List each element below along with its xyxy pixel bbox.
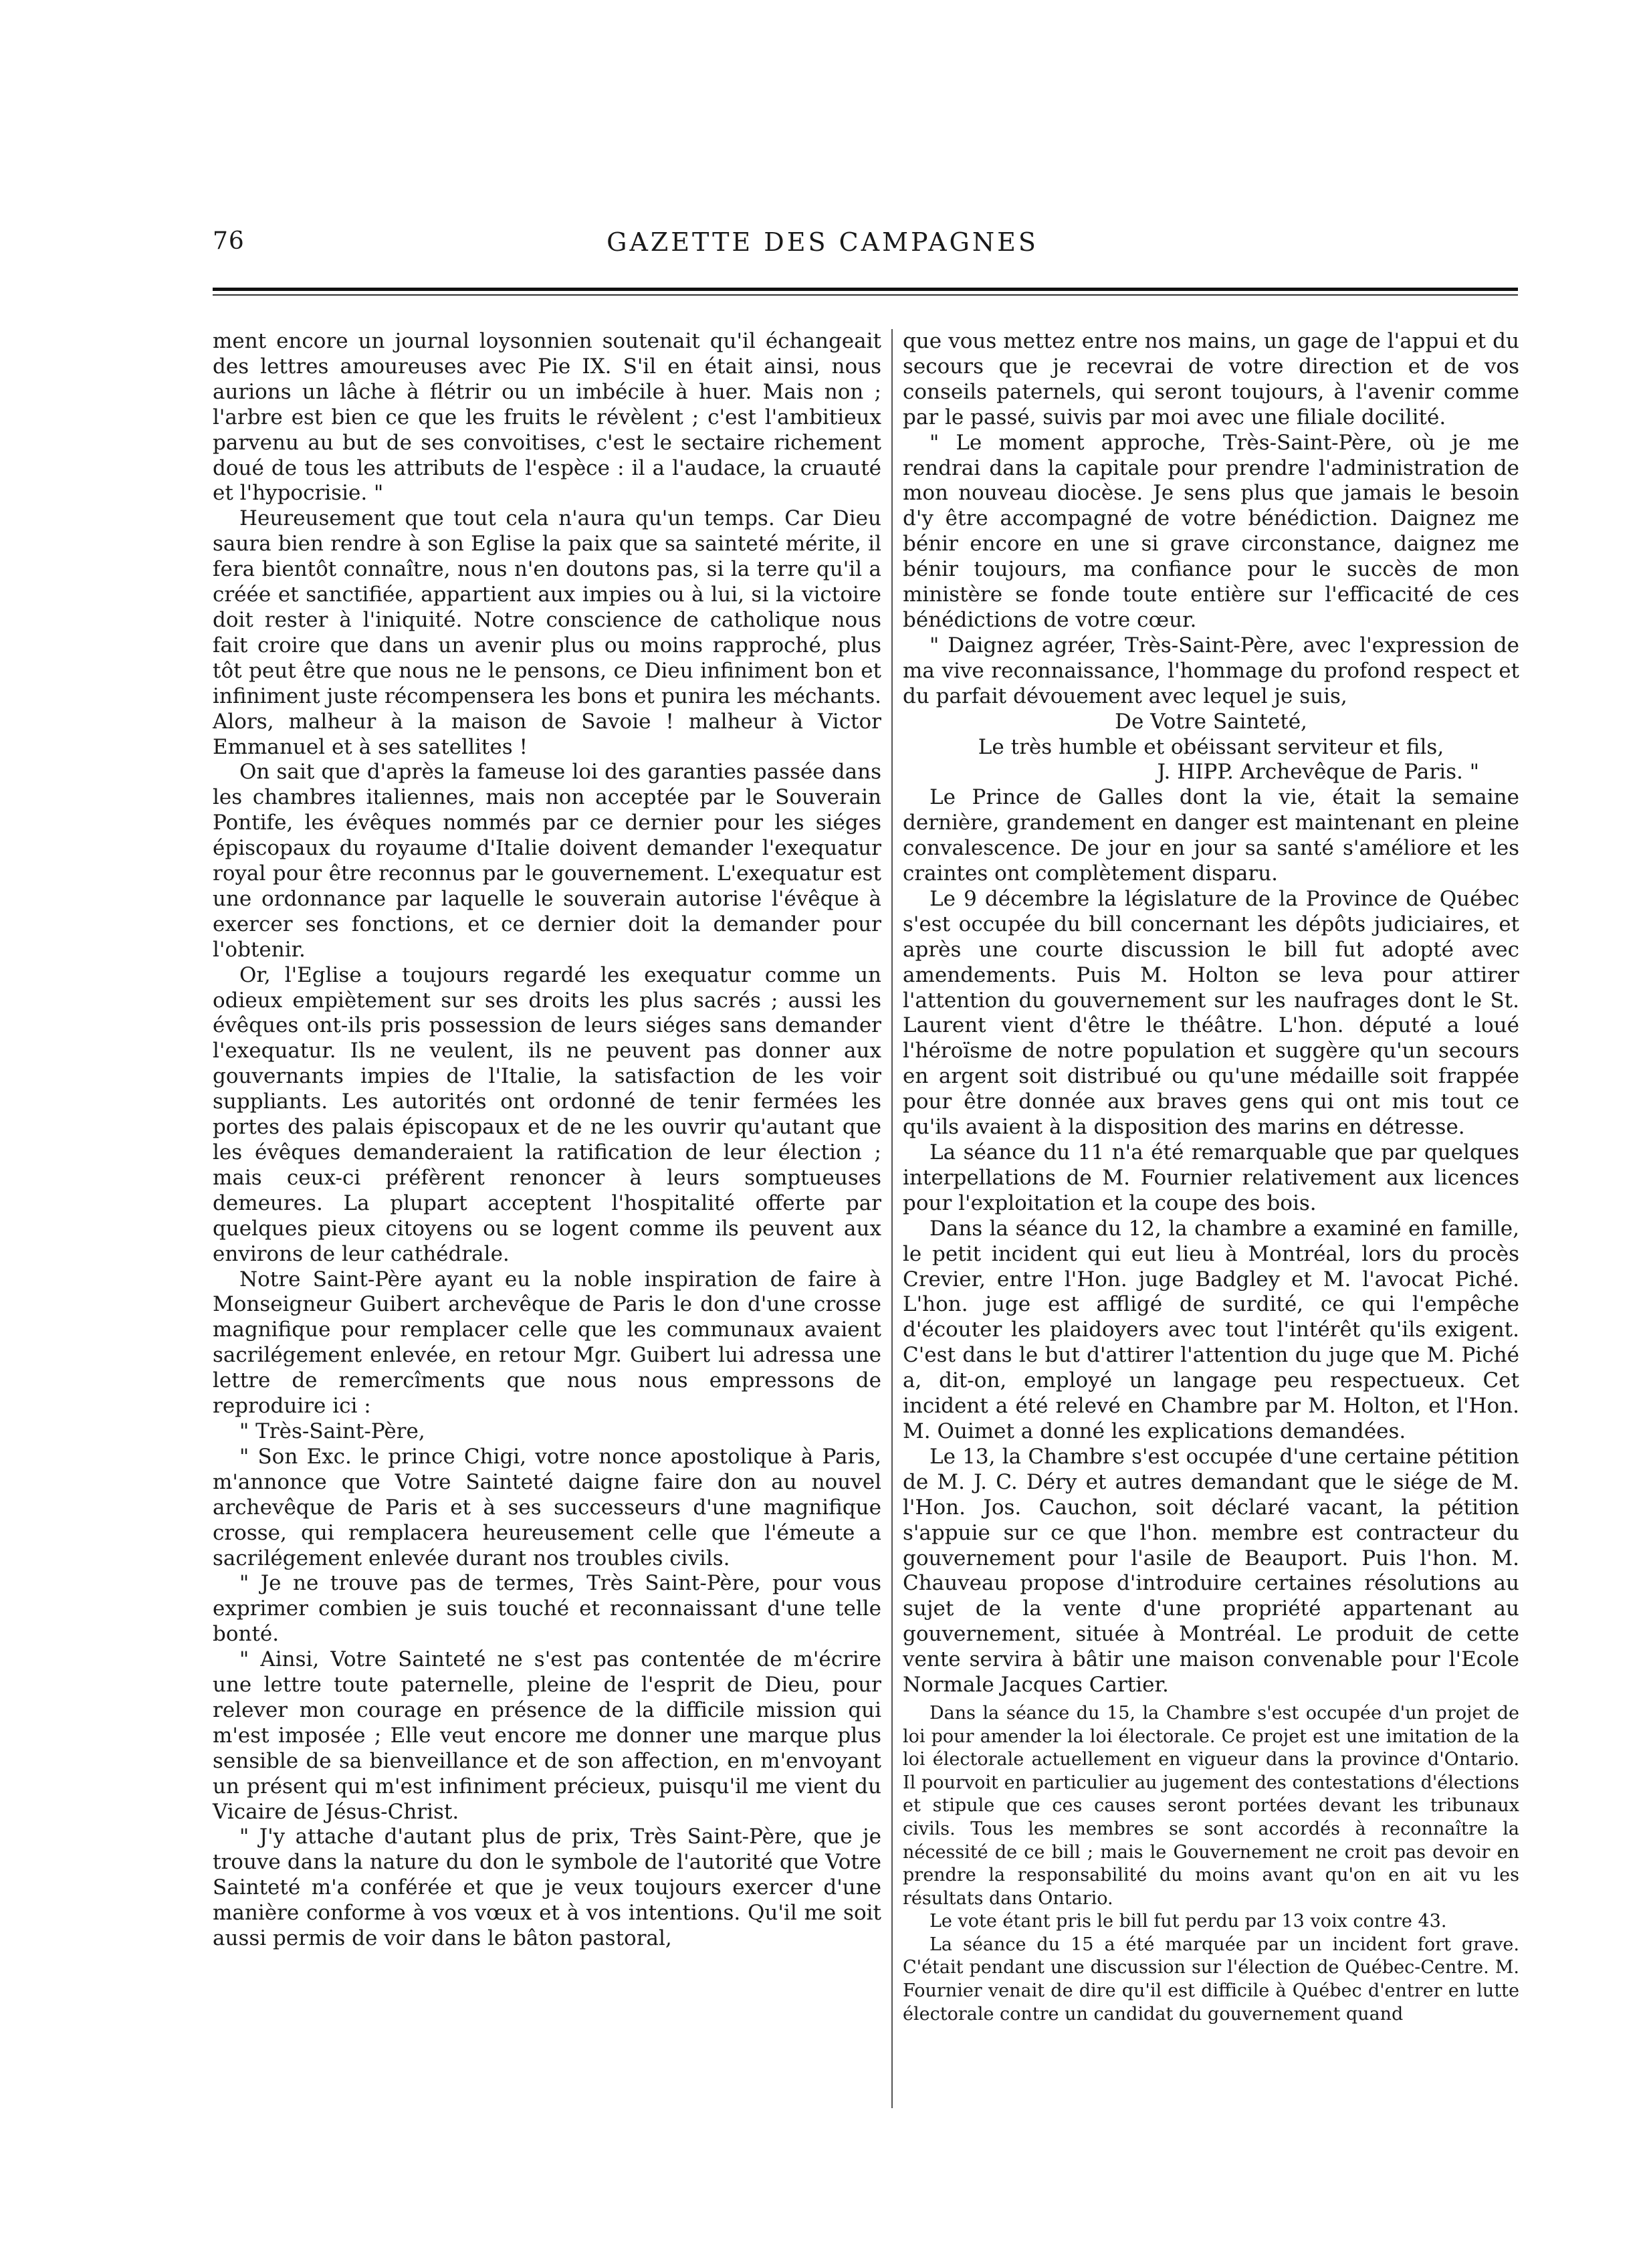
- paragraph: On sait que d'après la fameuse loi des garanties passée dans les chambres italiennes, mais non acceptée par le Souverain Pontife, les évêques nommés par ce dernier pour les siéges épiscopaux du royaume d'Italie doivent demander l'exequatur royal pour être reconnus par le gouvernement. L'exequatur est une ordonnance par laquelle le souverain autorise l'évêque à exercer ses fonctions, et ce dernier doit la demander pour l'obtenir.: [213, 760, 881, 962]
- page-number: 76: [213, 227, 245, 255]
- letter-closing: Le très humble et obéissant serviteur et fils,: [978, 734, 1444, 759]
- paragraph: Dans la séance du 12, la chambre a examiné en famille, le petit incident qui eut lieu à Montréal, lors du procès Crevier, entre l'Hon. juge Badgley et M. l'avocat Piché. L'hon. juge est affligé de surdité, ce qui l'empêche d'écouter les plaidoyers avec tout l'intérêt qu'ils exigent. C'est dans le but d'attirer l'attention du juge que M. Piché a, dit-on, employé un langage peu respectueux. Cet incident a été relevé en Chambre par M. Holton, et l'Hon. M. Ouimet a donné les explications demandées.: [903, 1216, 1519, 1443]
- right-column: [903, 329, 1519, 2026]
- letter-closing: De Votre Sainteté,: [1115, 709, 1307, 734]
- paragraph: " Daignez agréer, Très-Saint-Père, avec l'expression de ma vive reconnaissance, l'hommage du profond respect et du parfait dévouement avec lequel je suis,: [903, 633, 1519, 708]
- letter-salutation: " Très-Saint-Père,: [239, 1419, 425, 1443]
- header-rule-thin: [213, 294, 1518, 296]
- paragraph: Le 9 décembre la législature de la Province de Québec s'est occupée du bill concernant les dépôts judiciaires, et après une courte discussion le bill fut adopté avec amendements. Puis M. Holton se leva pour attirer l'attention du gouvernement sur les naufrages dont le St. Laurent vient d'être le théâtre. L'hon. député a loué l'héroïsme de notre population et suggère qu'un secours en argent soit distribué ou qu'une médaille soit frappée pour être donnée aux braves gens qui ont mis tout ce qu'ils avaient à la disposition des marins en détresse.: [903, 886, 1519, 1140]
- column-divider: [891, 329, 893, 2108]
- paragraph: La séance du 11 n'a été remarquable que par quelques interpellations de M. Fournier relativement aux licences pour l'exploitation et la coupe des bois.: [903, 1140, 1519, 1215]
- paragraph: " J'y attache d'autant plus de prix, Très Saint-Père, que je trouve dans la nature du don le symbole de l'autorité que Votre Sainteté m'a conférée et que je veux toujours exercer d'une manière conforme à vos vœux et à vos intentions. Qu'il me soit aussi permis de voir dans le bâton pastoral,: [213, 1825, 881, 1951]
- paragraph: " Ainsi, Votre Sainteté ne s'est pas contentée de m'écrire une lettre toute paternelle, pleine de l'esprit de Dieu, pour relever mon courage en présence de la difficile mission qui m'est imposée ; Elle veut encore me donner une marque plus sensible de sa bienveillance et de son affection, en m'envoyant un présent qui m'est infiniment précieux, puisqu'il me vient du Vicaire de Jésus-Christ.: [213, 1647, 881, 1824]
- paragraph: Le vote étant pris le bill fut perdu par 13 voix contre 43.: [929, 1911, 1447, 1932]
- paragraph: Or, l'Eglise a toujours regardé les exequatur comme un odieux empiètement sur ses droits les plus sacrés ; aussi les évêques ont-ils pris possession de leurs siéges sans demander l'exequatur. Ils ne veulent, ils ne peuvent pas donner aux gouvernants impies de l'Italie, la satisfaction de les voir suppliants. Les autorités ont ordonné de tenir fermées les portes des palais épiscopaux et de ne les ouvrir qu'autant que les évêques demanderaient la ratification de leur élection ; mais ceux-ci préfèrent renoncer à leurs somptueuses demeures. La plupart acceptent l'hospitalité offerte par quelques pieux citoyens ou se logent comme ils peuvent aux environs de leur cathédrale.: [213, 962, 881, 1266]
- paragraph: " Je ne trouve pas de termes, Très Saint-Père, pour vous exprimer combien je suis touché et reconnaissant d'une telle bonté.: [213, 1571, 881, 1647]
- paragraph: " Son Exc. le prince Chigi, votre nonce apostolique à Paris, m'annonce que Votre Sainteté daigne faire don au nouvel archevêque de Paris et à ses successeurs d'une magnifique crosse, qui remplacera heureusement celle que l'émeute a sacrilégement enlevée durant nos troubles civils.: [213, 1444, 881, 1570]
- paragraph: Notre Saint-Père ayant eu la noble inspiration de faire à Monseigneur Guibert archevêque de Paris le don d'une crosse magnifique pour remplacer celle que les communaux avaient sacrilégement enlevée, en retour Mgr. Guibert lui adressa une lettre de remercîments que nous nous empressons de reproduire ici :: [213, 1267, 881, 1419]
- running-head: GAZETTE DES CAMPAGNES: [607, 227, 1038, 257]
- paragraph: Le Prince de Galles dont la vie, était la semaine dernière, grandement en danger est maintenant en pleine convalescence. De jour en jour sa santé s'améliore et les craintes ont complètement disparu.: [903, 785, 1519, 886]
- paragraph: Dans la séance du 15, la Chambre s'est occupée d'un projet de loi pour amender la loi électorale. Ce projet est une imitation de la loi électorale actuellement en vigueur dans la province d'Ontario. Il pourvoit en particulier au jugement des contestations d'élections et stipule que ces causes seront portées devant les tribunaux civils. Tous les membres se sont accordés à reconnaître la nécessité de ce bill ; mais le Gouvernement ne croit pas devoir en prendre la responsabilité du moins avant qu'on en ait vu les résultats dans Ontario.: [903, 1702, 1519, 1909]
- paragraph: " Le moment approche, Très-Saint-Père, où je me rendrai dans la capitale pour prendre l'administration de mon nouveau diocèse. Je sens plus que jamais le besoin d'y être accompagné de votre bénédiction. Daignez me bénir encore en une si grave circonstance, daignez me bénir toujours, ma confiance pour le succès de mon ministère se fonde toute entière sur l'efficacité de ces bénédictions de votre cœur.: [903, 430, 1519, 632]
- header-rule-thick: [213, 288, 1518, 291]
- paragraph: que vous mettez entre nos mains, un gage de l'appui et du secours que je recevrai de votre direction et de vos conseils paternels, qui seront toujours, à l'avenir comme par le passé, suivis par moi avec une filiale docilité.: [903, 329, 1519, 429]
- paragraph: ment encore un journal loysonnien soutenait qu'il échangeait des lettres amoureuses avec Pie IX. S'il en était ainsi, nous aurions un lâche à flétrir ou un imbécile à huer. Mais non ; l'arbre est bien ce que les fruits le révèlent ; c'est l'ambitieux parvenu au but de ses convoitises, c'est le sectaire richement doué de tous les attributs de l'espèce : il a l'audace, la cruauté et l'hypocrisie. ": [213, 329, 881, 506]
- paragraph: La séance du 15 a été marquée par un incident fort grave. C'était pendant une discussion sur l'élection de Québec-Centre. M. Fournier venait de dire qu'il est difficile à Québec d'entrer en lutte électorale contre un candidat du gouvernement quand: [903, 1934, 1519, 2025]
- paragraph: Le 13, la Chambre s'est occupée d'une certaine pétition de M. J. C. Déry et autres demandant que le siége de M. l'Hon. Jos. Cauchon, soit déclaré vacant, la pétition s'appuie sur ce que l'hon. membre est contracteur du gouvernement pour l'asile de Beauport. Puis l'hon. M. Chauveau propose d'introduire certaines résolutions au sujet de la vente d'une propriété appartenant au gouvernement, située à Montréal. Le produit de cette vente servira à bâtir une maison convenable pour l'Ecole Normale Jacques Cartier.: [903, 1444, 1519, 1697]
- left-column: [213, 329, 881, 1952]
- letter-signature: J. HIPP. Archevêque de Paris. ": [1157, 760, 1479, 785]
- paragraph: Heureusement que tout cela n'aura qu'un temps. Car Dieu saura bien rendre à son Eglise la paix que sa sainteté mérite, il fera bientôt connaître, nous n'en doutons pas, si la terre qu'il a créée et sanctifiée, appartient aux impies ou à lui, si la victoire doit rester à l'iniquité. Notre conscience de catholique nous fait croire que dans un avenir plus ou moins rapproché, plus tôt peut être que nous ne le pensons, ce Dieu infiniment bon et infiniment juste récompensera les bons et punira les méchants. Alors, malheur à la maison de Savoie ! malheur à Victor Emmanuel et à ses satellites !: [213, 506, 881, 759]
